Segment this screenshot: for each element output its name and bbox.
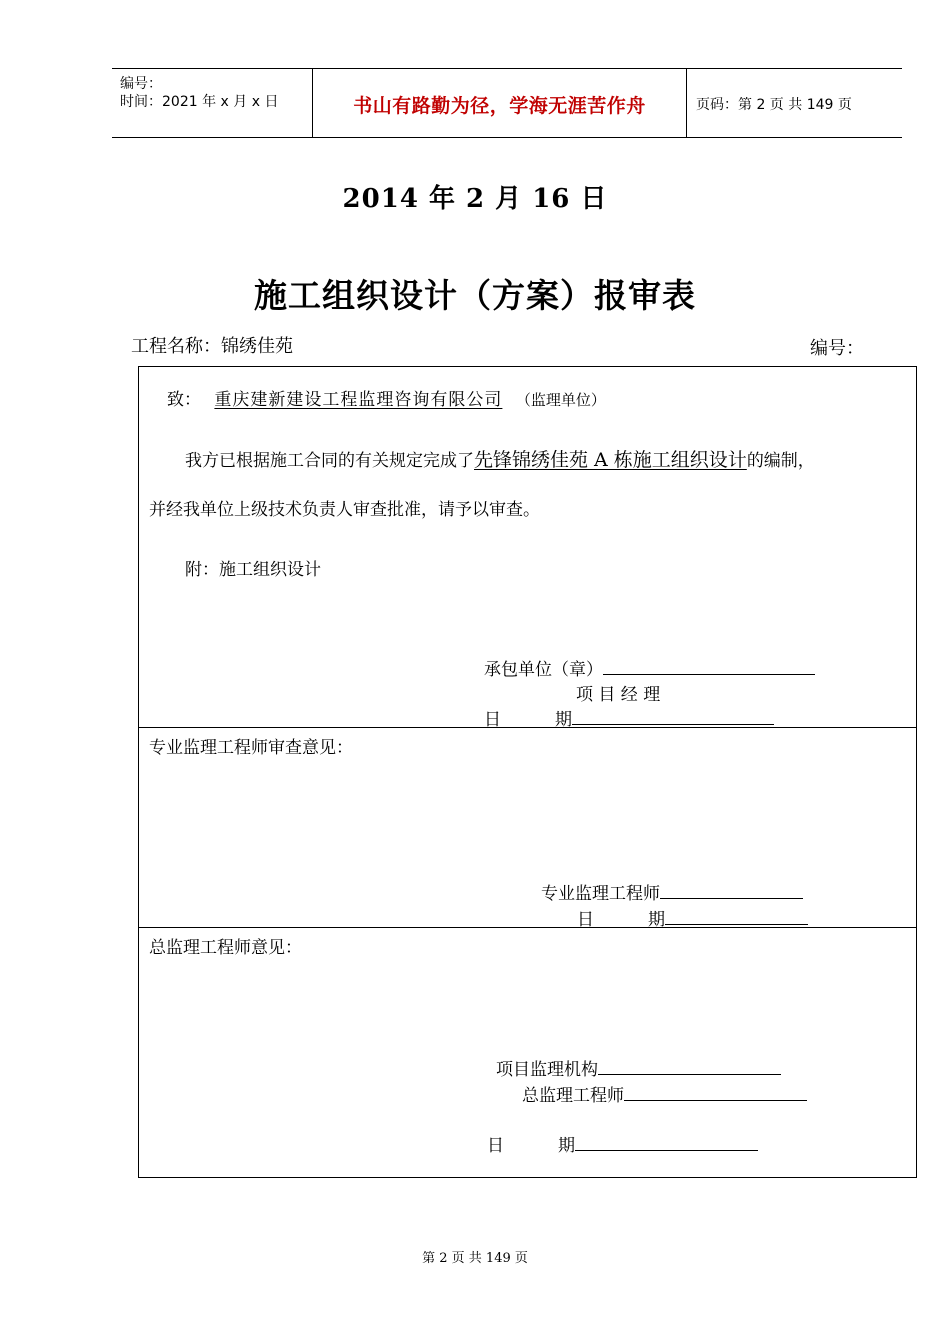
contractor-signature-field[interactable] — [603, 656, 815, 675]
page-footer: 第 2 页 共 149 页 — [422, 1251, 528, 1266]
header-motto-cell — [312, 69, 687, 137]
header-table — [112, 68, 902, 138]
date-label-2: 日 期 — [577, 910, 666, 930]
date-field-3[interactable] — [575, 1132, 758, 1151]
date-line-3 — [487, 1131, 758, 1156]
chief-signature-field[interactable] — [624, 1082, 807, 1101]
engineer-review-heading: 专业监理工程师审查意见： — [149, 738, 353, 758]
contractor-line — [484, 655, 815, 680]
date-field-1[interactable] — [572, 706, 774, 725]
org-line — [496, 1055, 781, 1080]
page-title: 施工组织设计（方案）报审表 — [254, 276, 696, 315]
chief-review-heading: 总监理工程师意见： — [149, 938, 302, 958]
org-label: 项目监理机构 — [496, 1060, 598, 1080]
body-line-1 — [185, 445, 815, 472]
supervisor-company: 重庆建新建设工程监理咨询有限公司 — [214, 390, 503, 410]
body-suffix: 的编制， — [746, 451, 815, 471]
to-label: 致： — [167, 390, 201, 410]
motto-text: 书山有路勤为径，学海无涯苦作舟 — [353, 95, 646, 117]
org-signature-field[interactable] — [598, 1056, 781, 1075]
date-label-3: 日 期 — [487, 1136, 576, 1156]
date-field-2[interactable] — [665, 906, 808, 925]
section-divider-1 — [139, 727, 916, 728]
body-line-2: 并经我单位上级技术负责人审查批准，请予以审查。 — [149, 500, 540, 520]
engineer-signature-field[interactable] — [660, 880, 803, 899]
approval-form — [138, 366, 917, 1178]
number-label: 编号： — [120, 76, 162, 92]
chief-label: 总监理工程师 — [522, 1086, 624, 1106]
time-label: 时间：2021 年 x 月 x 日 — [120, 94, 279, 110]
design-title-filled: 先锋锦绣佳苑 A 栋施工组织设计 — [474, 449, 747, 471]
header-page-cell — [686, 69, 902, 137]
pm-label: 项 目 经 理 — [576, 685, 661, 705]
contractor-label: 承包单位（章） — [484, 660, 603, 680]
chief-line — [522, 1081, 807, 1106]
attachment-line: 附：施工组织设计 — [185, 560, 321, 580]
project-name: 工程名称：锦绣佳苑 — [131, 336, 293, 357]
engineer-label: 专业监理工程师 — [541, 884, 660, 904]
page-info: 页码：第 2 页 共 149 页 — [696, 97, 852, 113]
serial-label: 编号： — [810, 338, 864, 359]
date-title: 2014 年 2 月 16 日 — [342, 184, 608, 214]
supervisor-suffix: （监理单位） — [515, 391, 606, 409]
body-prefix: 我方已根据施工合同的有关规定完成了 — [185, 451, 474, 471]
engineer-line — [541, 879, 803, 904]
to-line — [167, 385, 606, 410]
section-divider-2 — [139, 927, 916, 928]
header-left-cell — [112, 69, 312, 137]
date-label-1: 日 期 — [484, 710, 573, 730]
